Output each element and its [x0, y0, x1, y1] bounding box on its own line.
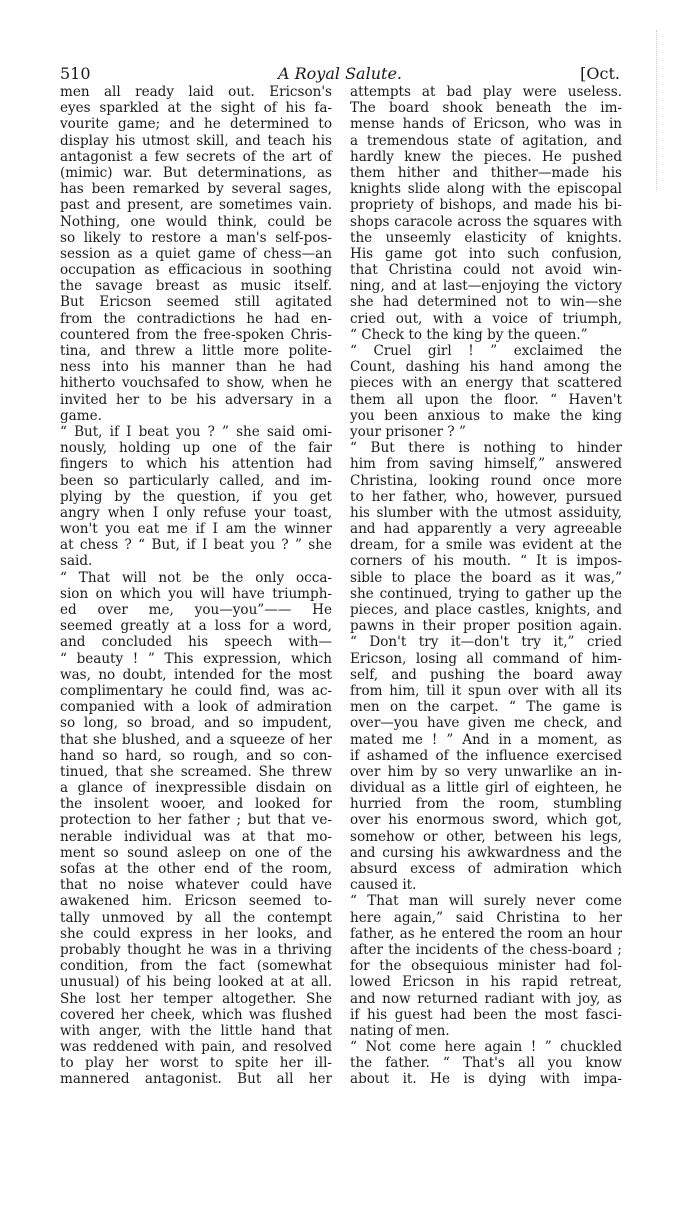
text-line: for the obsequious minister had fol- [350, 958, 622, 975]
text-line: “ beauty ! ” This expression, which [60, 650, 332, 667]
text-line: mense hands of Ericson, who was in [350, 116, 622, 133]
text-line: antagonist a few secrets of the art of [60, 148, 332, 165]
text-line: that no noise whatever could have [60, 877, 332, 894]
text-line: fingers to which his attention had [60, 456, 332, 473]
text-line: Ericson, losing all command of him- [350, 650, 622, 667]
text-line: “ That man will surely never come [350, 893, 622, 910]
text-line: knights slide along with the episcopal [350, 181, 622, 198]
text-line: But Ericson seemed still agitated [60, 294, 332, 311]
text-line: that Christina could not avoid win- [350, 262, 622, 279]
text-line: “ Cruel girl ! ” exclaimed the [350, 343, 622, 359]
text-line: over his enormous sword, which got, [350, 812, 622, 829]
text-line: mannered antagonist. But all her [60, 1071, 332, 1088]
text-line: and had apparently a very agreeable [350, 521, 622, 538]
text-line: to play her worst to spite her ill- [60, 1055, 332, 1072]
text-line: over—you have given me check, and [350, 715, 622, 732]
text-line: over him by so very unwarlike an in- [350, 763, 622, 780]
text-line: men all ready laid out. Ericson's [60, 84, 332, 100]
text-line: propriety of bishops, and made his bi- [350, 197, 622, 214]
text-line: was, no doubt, intended for the most [60, 666, 332, 683]
right-text-column [350, 84, 622, 1088]
text-line: mated me ! ” And in a moment, as [350, 731, 622, 748]
text-line: His game got into such confusion, [350, 245, 622, 262]
text-line: the father. “ That's all you know [350, 1055, 622, 1072]
text-line: nating of men. [350, 1022, 450, 1039]
text-line: shops caracole across the squares with [350, 213, 622, 230]
text-line: display his utmost skill, and teach his [60, 132, 332, 149]
text-line: attempts at bad play were useless. [350, 84, 622, 100]
text-line: hitherto vouchsafed to show, when he [60, 375, 332, 392]
text-line: She lost her temper altogether. She [60, 990, 332, 1007]
text-line: cried out, with a voice of triumph, [350, 310, 622, 327]
text-line: hurried from the room, stumbling [350, 796, 622, 813]
text-line: here again,” said Christina to her [350, 909, 622, 926]
text-line: nously, holding up one of the fair [60, 440, 332, 457]
text-line: “ Check to the king by the queen.” [350, 326, 588, 343]
text-line: “ But there is nothing to hinder [350, 440, 622, 457]
text-line: dream, for a smile was evident at the [350, 537, 622, 554]
running-header [60, 64, 620, 86]
text-line: condition, from the fact (somewhat [60, 958, 332, 975]
text-line: awakened him. Ericson seemed to- [60, 893, 332, 910]
text-line: probably thought he was in a thriving [60, 941, 332, 958]
text-line: so long, so broad, and so impudent, [60, 715, 332, 732]
text-line: won't you eat me if I am the winner [60, 521, 332, 538]
text-line: the savage breast as music itself. [60, 278, 332, 295]
text-line: after the incidents of the chess-board ; [350, 941, 622, 958]
text-line: the unseemly elasticity of knights. [350, 229, 622, 246]
text-line: “ But, if I beat you ? ” she said omi- [60, 423, 332, 440]
text-line: session as a quiet game of chess—an [60, 245, 332, 262]
text-line: past and present, are sometimes vain. [60, 197, 332, 214]
text-line: them all upon the floor. “ Haven't [350, 391, 622, 408]
text-line: The board shook beneath the im- [350, 100, 622, 117]
text-line: ed over me, you—you”—— He [60, 602, 332, 618]
text-line: Count, dashing his hand among the [350, 359, 622, 376]
header-month: [Oct. [580, 64, 620, 83]
text-line: you been anxious to make the king [350, 407, 622, 424]
text-line: Christina, looking round once more [350, 472, 622, 489]
text-line: tina, and threw a little more polite- [60, 343, 332, 359]
text-line: “ That will not be the only occa- [60, 569, 332, 586]
text-line: absurd excess of admiration which [350, 861, 622, 877]
text-line: ning, and at last—enjoying the victory [350, 278, 622, 295]
margin-dots [655, 30, 657, 190]
text-line: to her father, who, however, pursued [350, 488, 622, 505]
text-line: if ashamed of the influence exercised [350, 747, 622, 764]
text-line: she continued, trying to gather up the [350, 585, 622, 602]
page-number: 510 [60, 64, 91, 83]
text-line: protection to her father ; but that ve- [60, 812, 332, 829]
left-text-column [60, 84, 332, 1088]
text-line: tinued, that she screamed. She threw [60, 763, 332, 780]
text-line: ness into his manner than he had [60, 359, 332, 376]
text-line: from the contradictions he had en- [60, 310, 332, 327]
text-line: so likely to restore a man's self-pos- [60, 229, 332, 246]
text-line: countered from the free-spoken Chris- [60, 326, 332, 343]
text-line: tally unmoved by all the contempt [60, 909, 332, 926]
text-line: pieces with an energy that scattered [350, 375, 622, 392]
text-line: sofas at the other end of the room, [60, 861, 332, 877]
text-line: at chess ? “ But, if I beat you ? ” she [60, 537, 332, 554]
text-line: pieces, and place castles, knights, and [350, 602, 622, 618]
text-line: corners of his mouth. “ It is impos- [350, 553, 622, 570]
text-line: the insolent wooer, and looked for [60, 796, 332, 813]
text-line: was reddened with pain, and resolved [60, 1039, 332, 1056]
text-line: pawns in their proper position again. [350, 618, 622, 635]
text-line: a tremendous state of agitation, and [350, 132, 622, 149]
text-line: ment so sound asleep on one of the [60, 844, 332, 861]
text-line: she had determined not to win—she [350, 294, 622, 311]
text-line: covered her cheek, which was flushed [60, 1006, 332, 1023]
text-line: father, as he entered the room an hour [350, 925, 622, 942]
text-line: with anger, with the little hand that [60, 1022, 332, 1039]
text-line: complimentary he could find, was ac- [60, 682, 332, 699]
text-line: self, and pushing the board away [350, 666, 622, 683]
text-line: nerable individual was at that mo- [60, 828, 332, 845]
text-line: “ Don't try it—don't try it,” cried [350, 634, 622, 651]
text-line: dividual as a little girl of eighteen, he [350, 780, 622, 797]
text-line: him from saving himself,” answered [350, 456, 622, 473]
text-line: that she blushed, and a squeeze of her [60, 731, 332, 748]
text-line: and now returned radiant with joy, as [350, 990, 622, 1007]
text-line: angry when I only refuse your toast, [60, 504, 332, 521]
text-line: from him, till it spun over with all its [350, 682, 622, 699]
text-line: sible to place the board as it was,” [350, 569, 622, 586]
text-line: Nothing, one would think, could be [60, 213, 332, 230]
text-line: his slumber with the utmost assiduity, [350, 504, 622, 521]
text-line: companied with a look of admiration [60, 699, 332, 716]
running-title: A Royal Salute. [277, 64, 402, 83]
text-line: lowed Ericson in his rapid retreat, [350, 974, 622, 991]
text-line: hand so hard, so rough, and so con- [60, 747, 332, 764]
text-line: occupation as efficacious in soothing [60, 262, 332, 279]
text-line: eyes sparkled at the sight of his fa- [60, 100, 332, 117]
text-line: your prisoner ? ” [350, 423, 466, 440]
text-line: invited her to be his adversary in a [60, 391, 332, 408]
text-line: and cursing his awkwardness and the [350, 844, 622, 861]
text-line: “ Not come here again ! ” chuckled [350, 1039, 622, 1056]
text-line: been so particularly called, and im- [60, 472, 332, 489]
text-line: unusual) of his being looked at at all. [60, 974, 332, 991]
text-line: has been remarked by several sages, [60, 181, 332, 198]
text-line: sion on which you will have triumph- [60, 585, 332, 602]
text-line: somehow or other, between his legs, [350, 828, 622, 845]
text-line: plying by the question, if you get [60, 488, 332, 505]
text-line: (mimic) war. But determinations, as [60, 164, 332, 181]
text-line: she could express in her looks, and [60, 925, 332, 942]
text-line: said. [60, 553, 93, 570]
text-line: vourite game; and he determined to [60, 116, 332, 133]
text-line: seemed greatly at a loss for a word, [60, 618, 332, 635]
text-line: if his guest had been the most fasci- [350, 1006, 622, 1023]
text-line: caused it. [350, 877, 417, 894]
text-line: and concluded his speech with— [60, 634, 332, 651]
text-line: game. [60, 407, 102, 424]
text-line: men on the carpet. “ The game is [350, 699, 622, 716]
text-line: them hither and thither—made his [350, 164, 622, 181]
text-line: hardly knew the pieces. He pushed [350, 148, 622, 165]
text-line: about it. He is dying with impa- [350, 1071, 622, 1088]
text-line: a glance of inexpressible disdain on [60, 780, 332, 797]
